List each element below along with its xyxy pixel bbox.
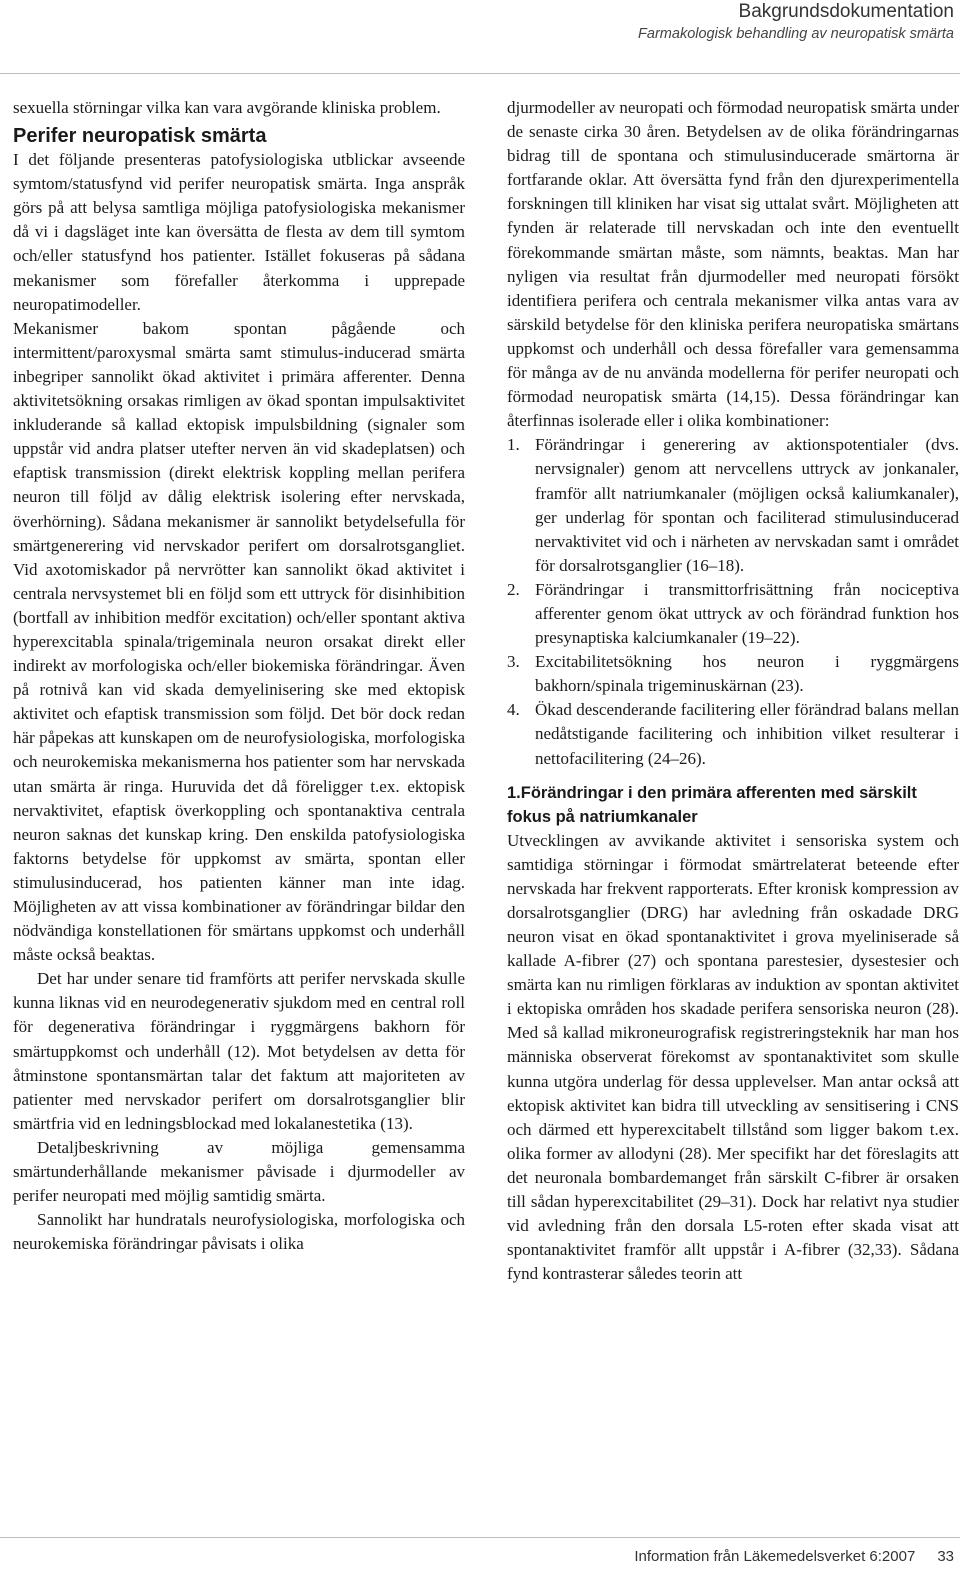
list-item bbox=[507, 578, 959, 650]
list-number: 4. bbox=[507, 700, 520, 720]
subsection-heading: 1.Förändringar i den primära afferenten med särskilt fokus på natriumkanaler bbox=[507, 783, 917, 826]
paragraph: I det följande presenteras patofysiologiska utblickar avseende symtom/statusfynd vid perifer neuropatisk smärta. Inga anspråk görs på att belysa samtliga möjliga patofysiologiska mekanismer då vi i dagsläget inte kan översätta de flesta av dem till symtom och/eller statusfynd hos patienter. Istället fokuseras på sådana mekanismer som förefaller återkomma i upprepade neuropatimodeller. bbox=[13, 150, 465, 314]
numbered-list bbox=[507, 433, 959, 770]
list-item bbox=[507, 698, 959, 770]
footer-source: Information från Läkemedelsverket 6:2007 bbox=[634, 1548, 916, 1565]
header-subtitle: Farmakologisk behandling av neuropatisk smärta bbox=[638, 26, 954, 42]
header-divider bbox=[0, 73, 960, 74]
list-number: 1. bbox=[507, 435, 520, 455]
paragraph: Mekanismer bakom spontan pågående och intermittent/paroxysmal smärta samt stimulus-inducerad smärta inbegriper sannolikt ökad aktivitet i primära afferenter. Denna aktivitetsökning orsakas rimligen av ökad spontan impulsaktivitet inkluderande så kallad ektopisk impulsbildning (signaler som uppstår vid andra platser utefter nerven än vid skadeplatsen) och efaptisk transmission (direkt elektrisk koppling mellan perifera neuron till följd av dålig elektrisk isolering efter nervskada, överhörning). Sådana mekanismer är sannolikt betydelsefulla för smärtgenerering vid nervskador perifert om dorsalrotsgangliet. Vid axotomiskador på nervrötter kan sannolikt ökad aktivitet i centrala nervsystemet bli en följd som ett uttryck för disinhibition (bortfall av inhibition medför excitation) och/eller spontant aktiva hyperexcitabla spinala/trigeminala neuron orsakat direkt eller indirekt av morfologiska och/eller biokemiska förändringar. Även på rotnivå kan vid skada demyelinisering ske med ektopisk aktivitet och efaptisk transmission som följd. Det bör dock redan här påpekas att kunskapen om de neurofysiologiska, morfologiska och neurokemiska mekanismerna hos patienter som har nervskada utan smärta är ringa. Huruvida det då föreligger t.ex. ektopisk nervaktivitet, efaptisk överkoppling och spontanaktiva centrala neuron saknas det kunskap kring. Den enskilda patofysiologiska faktorns betydelse för uppkomst av smärta, spontan eller stimulusinducerad, hos patienten känner man inte idag. Möjligheten av att vissa kombinationer av förändringar bildar den nödvändiga konstellationen för smärtans uppkomst och underhåll måste också beaktas. bbox=[13, 318, 465, 965]
paragraph: Det har under senare tid framförts att perifer nervskada skulle kunna liknas vid en neurodegenerativ sjukdom med en central roll för degenerativa förändringar i ryggmärgens bakhorn för smärtuppkomst och underhåll (12). Mot betydelsen av detta för åtminstone spontansmärtan talar det faktum att majoriteten av patienter med nervskador perifert om dorsalrotsganglier blir smärtfria vid en ledningsblockad med lokalanestetika (13). bbox=[13, 969, 465, 1133]
section-heading: Perifer neuropatisk smärta bbox=[13, 125, 267, 148]
list-number: 3. bbox=[507, 652, 520, 672]
list-item bbox=[507, 650, 959, 698]
footer-divider bbox=[0, 1537, 960, 1538]
list-number: 2. bbox=[507, 579, 520, 599]
paragraph: Detaljbeskrivning av möjliga gemensamma smärtunderhållande mekanismer påvisade i djurmodeller av perifer neuropati med möjlig samtidig smärta. bbox=[13, 1137, 465, 1206]
right-column bbox=[507, 96, 959, 1286]
paragraph: djurmodeller av neuropati och förmodad neuropatisk smärta under de senaste cirka 30 åren. Betydelsen av de olika förändringarnas bidrag till de spontana och stimulusinducerade smärtorna är fortfarande oklar. Att översätta fynd från den djurexperimentella forskningen till kliniken har visat sig uttalat svårt. Möjligheten att fynden är relaterade till nervskadan och inte den eventuellt förekommande smärtan måste, som nämnts, beaktas. Man har nyligen via resultat från djurmodeller med neuropati försökt identifiera perifera och centrala mekanismer vilka antas vara av särskild betydelse för den kliniska perifera neuropatiska smärtans uppkomst och underhåll och dessa förefaller vara gemensamma för många av de nu använda modellerna för perifer neuropati och förmodad neuropatisk smärta (14,15). Dessa förändringar kan återfinnas isolerade eller i olika kombinationer: bbox=[507, 98, 959, 431]
list-item-text: Ökad descenderande facilitering eller förändrad balans mellan nedåtstigande facilitering och inhibition vilket resulterar i nettofacilitering (24–26). bbox=[535, 700, 959, 768]
paragraph: sexuella störningar vilka kan vara avgörande kliniska problem. bbox=[13, 98, 441, 117]
left-column bbox=[13, 96, 465, 1256]
list-item-text: Excitabilitetsökning hos neuron i ryggmärgens bakhorn/spinala trigeminuskärnan (23). bbox=[535, 652, 959, 696]
paragraph: Sannolikt har hundratals neurofysiologiska, morfologiska och neurokemiska förändringar påvisats i olika bbox=[13, 1210, 465, 1254]
paragraph: Utvecklingen av avvikande aktivitet i sensoriska system och samtidiga störningar i förmodat smärtrelaterat beteende efter nervskada har frekvent rapporterats. Efter kronisk kompression av dorsalrotsganglier (DRG) har avledning från oskadade DRG neuron visat en ökad spontanaktivitet i grova myeliniserade så kallade A-fibrer (27) och spontana parestesier, dysestesier och smärta kan nu rimligen förklaras av induktion av spontan aktivitet i ektopiska områden hos skadade perifera sensoriska neuron (28). Med så kallad mikroneurografisk registreringsteknik har man hos människa observerat förekomst av spontanaktivitet som skulle kunna utgöra underlag för dessa upplevelser. Man antar också att ektopisk aktivitet kan bidra till utveckling av sensitisering i CNS och därmed ett hyperexcitabelt tillstånd som ligger bakom t.ex. olika former av allodyni (28). Mer specifikt har det föreslagits att det neuronala bombardemanget från särskilt C-fibrer är orsaken till sådan hyperexcitabilitet (29–31). Dock har relativt nya studier vid avledning från den dorsala L5-roten efter skada visat att spontanaktivitet framför allt uppstår i A-fibrer (32,33). Sådana fynd kontrasterar således teorin att bbox=[507, 830, 959, 1284]
list-item-text: Förändringar i transmittorfrisättning från nociceptiva afferenter genom ökat uttryck av och förändrad funktion hos presynaptiska kalciumkanaler (19–22). bbox=[535, 579, 959, 648]
list-item bbox=[507, 433, 959, 578]
page-number: 33 bbox=[937, 1548, 954, 1565]
header-title: Bakgrundsdokumentation bbox=[738, 1, 954, 22]
page-footer bbox=[634, 1547, 954, 1567]
list-item-text: Förändringar i generering av aktionspotentialer (dvs. nervsignaler) genom att nervcellens uttryck av jonkanaler, framför allt natriumkanaler (möjligen också kaliumkanaler), ger underlag för spontan och faciliterad stimulusinducerad nervaktivitet vid och i närheten av nervskadan samt i området för dorsalrotsganglier (16–18). bbox=[535, 435, 959, 575]
running-header bbox=[638, 0, 954, 43]
